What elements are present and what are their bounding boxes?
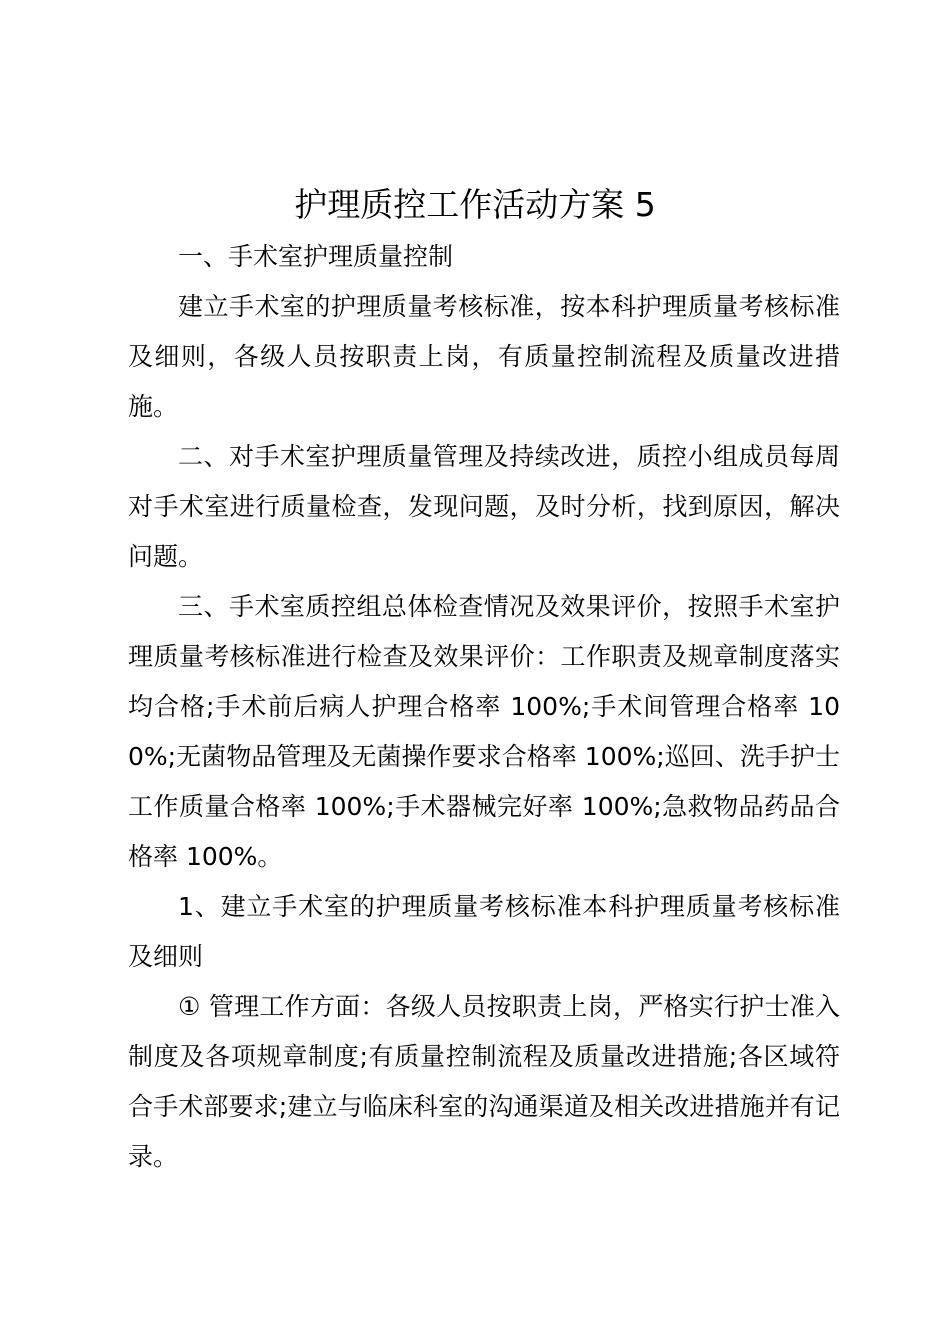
paragraph-item-1: 1、建立手术室的护理质量考核标准本科护理质量考核标准及细则 (128, 892, 840, 971)
paragraph-continuous-improvement: 二、对手术室护理质量管理及持续改进，质控小组成员每周对手术室进行质量检查，发现问题，及时分析，找到原因，解决问题。 (128, 442, 840, 571)
section-heading-1: 一、手术室护理质量控制 (178, 242, 454, 271)
paragraph-quality-standard: 建立手术室的护理质量考核标准，按本科护理质量考核标准及细则，各级人员按职责上岗，有质量控制流程及质量改进措施。 (128, 292, 840, 421)
paragraph-management: ① 管理工作方面：各级人员按职责上岗，严格实行护士准入制度及各项规章制度;有质量控制流程及质量改进措施;各区域符合手术部要求;建立与临床科室的沟通渠道及相关改进措施并有记录。 (128, 992, 840, 1171)
document-title: 护理质控工作活动方案 5 (294, 185, 656, 224)
document-body (128, 232, 840, 1182)
paragraph-evaluation: 三、手术室质控组总体检查情况及效果评价，按照手术室护理质量考核标准进行检查及效果评价：工作职责及规章制度落实均合格;手术前后病人护理合格率 100%;手术间管理合格率 100%;无菌物品管理及无菌操作要求合格率 100%;巡回、洗手护士工作质量合格率 100%;手术器械完好率 100%;急救物品药品合格率 100%。 (128, 592, 840, 871)
